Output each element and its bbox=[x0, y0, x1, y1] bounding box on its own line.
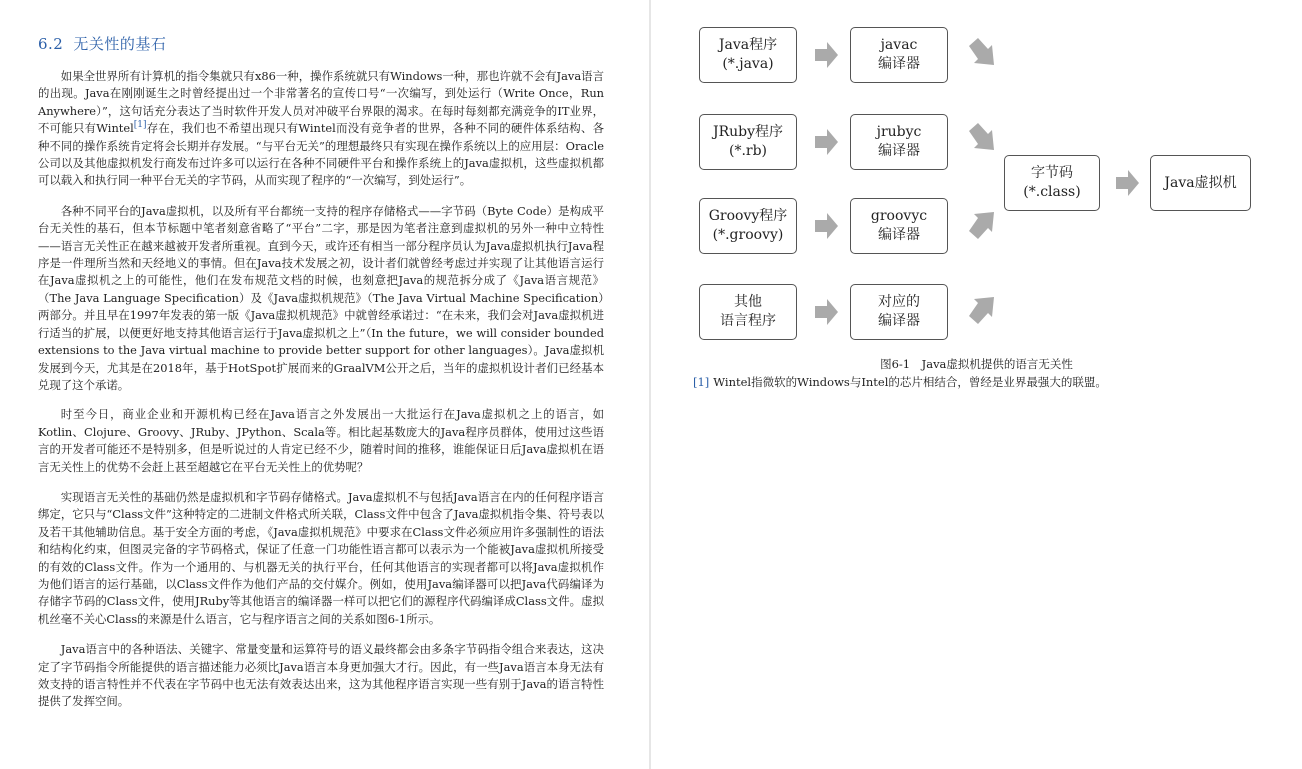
right-arrow-icon bbox=[1116, 170, 1139, 196]
bytecode-box-line1: 字节码 bbox=[1031, 165, 1073, 181]
right-page bbox=[651, 0, 1302, 769]
footnote-text: Wintel指微软的Windows与Intel的芯片相结合，曾经是业界最强大的联盟。 bbox=[713, 375, 1107, 389]
right-arrow-icon bbox=[815, 213, 838, 239]
paragraph-1-text-b: 存在，我们也不希望出现只有Wintel而没有竞争者的世界，各种不同的硬件体系结构、各种不同的操作系统肯定将会长期并存发展。“与平台无关”的理想最终只有实现在操作系统以上的应用层：Oracle公司以及其他虚拟机发行商发布过许多可以运行在各种不同硬件平台和操作系统上的Java虚拟机，这些虚拟机都可以载入和执行同一种平台无关的字节码，从而实现了程序的“一次编写，到处运行”。 bbox=[38, 121, 604, 188]
jvm-box-label: Java虚拟机 bbox=[1164, 174, 1237, 191]
paragraph-4: 实现语言无关性的基础仍然是虚拟机和字节码存储格式。Java虚拟机不与包括Java语言在内的任何程序语言绑定，它只与“Class文件”这种特定的二进制文件格式所关联，Class文件中包含了Java虚拟机指令集、符号表以及若干其他辅助信息。基于安全方面的考虑，《Java虚拟机规范》中要求在Class文件必须应用许多强制性的语法和结构化约束，但图灵完备的字节码格式，保证了任意一门功能性语言都可以表示为一个能被Java虚拟机所接受的有效的Class文件。作为一个通用的、与机器无关的执行平台，任何其他语言的实现者都可以将Java虚拟机作为他们语言的运行基础，以Class文件作为他们产品的交付媒介。例如，使用Java编译器可以把Java代码编译为存储字节码的Class文件，使用JRuby等其他语言的编译器一样可以把它们的源程序代码编译成Class文件。虚拟机丝毫不关心Class的来源是什么语言，它与程序语言之间的关系如图6-1所示。 bbox=[38, 489, 604, 626]
figure-caption: 图6-1 Java虚拟机提供的语言无关性 bbox=[880, 357, 1073, 371]
footnote-mark: [1] bbox=[693, 375, 710, 389]
paragraph-1 bbox=[38, 68, 604, 190]
right-arrow-icon bbox=[815, 129, 838, 155]
compiler-box-javac-line2: 编译器 bbox=[878, 56, 920, 72]
up-right-arrow-icon bbox=[969, 297, 994, 324]
source-box-java-line1: Java程序 bbox=[718, 37, 778, 53]
compiler-box-groovyc-line2: 编译器 bbox=[878, 227, 920, 243]
section-title: 无关性的基石 bbox=[73, 35, 167, 53]
left-page bbox=[0, 0, 649, 769]
source-box-java-line2: (*.java) bbox=[722, 56, 774, 72]
footnote-reference[interactable]: [1] bbox=[133, 120, 147, 131]
paragraph-3: 时至今日，商业企业和开源机构已经在Java语言之外发展出一大批运行在Java虚拟机之上的语言，如Kotlin、Clojure、Groovy、JRuby、JPython、Scala等。相比起基数庞大的Java程序员群体，使用过这些语言的开发者可能还不是特别多，但是听说过的人肯定已经不少，随着时间的推移，谁能保证日后Java虚拟机在语言无关性上的优势不会赶上甚至超越它在平台无关性上的优势呢？ bbox=[38, 407, 604, 474]
body-text bbox=[38, 68, 604, 724]
footnote bbox=[693, 374, 1107, 390]
down-right-arrow-icon bbox=[969, 38, 994, 65]
up-right-arrow-icon bbox=[969, 212, 994, 239]
source-box-other-line2: 语言程序 bbox=[720, 313, 776, 329]
section-number: 6.2 bbox=[38, 35, 64, 53]
source-box-jruby-line1: JRuby程序 bbox=[712, 124, 784, 140]
diagram-arrows bbox=[651, 0, 1302, 345]
paragraph-1-text-a: 如果全世界所有计算机的指令集就只有x86一种，操作系统就只有Windows一种，那也许就不会有Java语言的出现。Java在刚刚诞生之时曾经提出过一个非常著名的宣传口号“一次编写，到处运行（Write Once，Run Anywhere）”，这句话充分表达了当时软件开发人员对冲破平台界限的渴求。在每时每刻都充满竞争的IT业界，不可能只有Wintel bbox=[38, 69, 604, 136]
section-heading bbox=[38, 33, 166, 54]
source-box-groovy-line1: Groovy程序 bbox=[708, 208, 788, 224]
compiler-box-jrubyc-line2: 编译器 bbox=[878, 143, 920, 159]
source-box-jruby-line2: (*.rb) bbox=[728, 143, 768, 159]
compiler-box-other-line2: 编译器 bbox=[878, 313, 920, 329]
compiler-box-other-line1: 对应的 bbox=[878, 294, 920, 310]
source-box-other-line1: 其他 bbox=[734, 294, 762, 310]
paragraph-2: 各种不同平台的Java虚拟机，以及所有平台都统一支持的程序存储格式——字节码（Byte Code）是构成平台无关性的基石，但本节标题中笔者刻意省略了“平台”二字，那是因为笔者注意到虚拟机的另外一种中立特性——语言无关性正在越来越被开发者所重视。直到今天，或许还有相当一部分程序员认为Java虚拟机执行Java程序是一件理所当然和天经地义的事情。但在Java技术发展之初，设计者们就曾经考虑过并实现了让其他语言运行在Java虚拟机之上的可能性，他们在发布规范文档的时候，也刻意把Java的规范拆分成了《Java语言规范》（The Java Language Specification）及《Java虚拟机规范》（The Java Virtual Machine Specification）两部分。并且早在1997年发表的第一版《Java虚拟机规范》中就曾经承诺过：“在未来，我们会对Java虚拟机进行适当的扩展，以便更好地支持其他语言运行于Java虚拟机之上”（In the future，we will consider bounded extensions to the Java virtual machine to provide better support for other languages）。Java虚拟机发展到今天，尤其是在2018年，基于HotSpot扩展而来的GraalVM公开之后，当年的虚拟机设计者们已经基本兑现了这个承诺。 bbox=[38, 203, 604, 392]
right-arrow-icon bbox=[815, 299, 838, 325]
paragraph-5: Java语言中的各种语法、关键字、常量变量和运算符号的语义最终都会由多条字节码指令组合来表达，这决定了字节码指令所能提供的语言描述能力必须比Java语言本身更加强大才行。因此，有一些Java语言本身无法有效支持的语言特性并不代表在字节码中也无法有效表达出来，这为其他程序语言实现一些有别于Java的语言特性提供了发挥空间。 bbox=[38, 642, 604, 709]
right-arrow-icon bbox=[815, 42, 838, 68]
compiler-box-jrubyc-line1: jrubyc bbox=[876, 124, 922, 140]
source-box-groovy-line2: (*.groovy) bbox=[712, 227, 784, 243]
compiler-box-javac-line1: javac bbox=[880, 37, 918, 53]
language-independence-diagram bbox=[651, 0, 1302, 340]
compiler-box-groovyc-line1: groovyc bbox=[870, 208, 928, 224]
bytecode-box-line2: (*.class) bbox=[1023, 184, 1081, 200]
down-right-arrow-icon bbox=[969, 123, 994, 150]
